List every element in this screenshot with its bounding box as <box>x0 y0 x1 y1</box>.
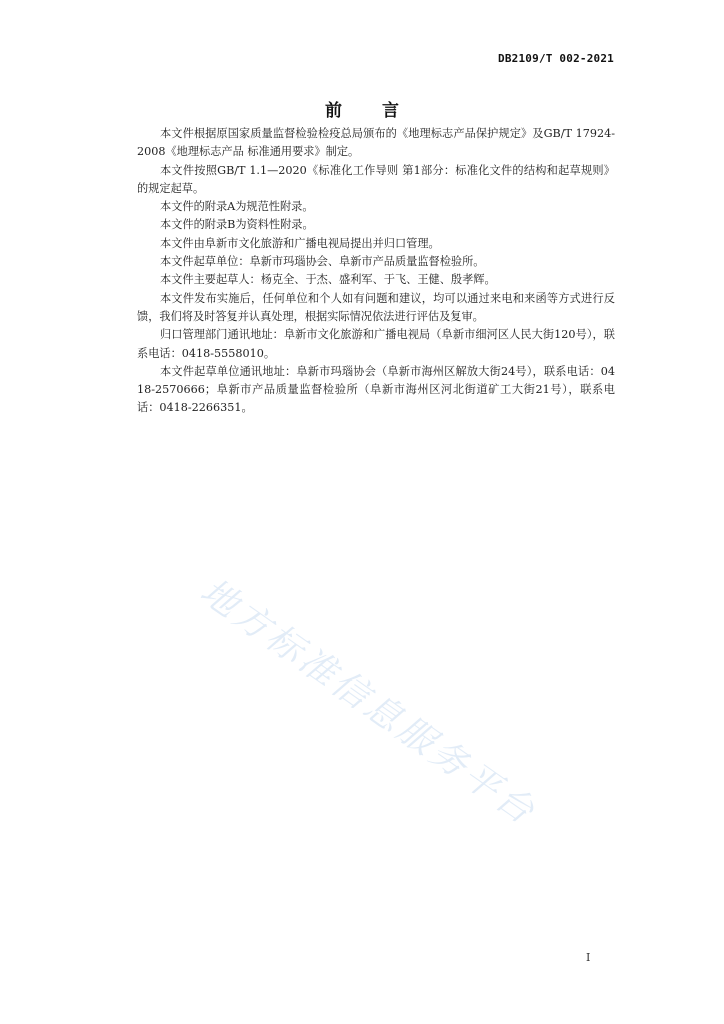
paragraph: 本文件按照GB/T 1.1—2020《标准化工作导则 第1部分：标准化文件的结构和起草规则》的规定起草。 <box>137 163 615 195</box>
paragraph: 本文件的附录B为资料性附录。 <box>160 218 314 232</box>
title-char-1: 前 <box>325 101 342 121</box>
paragraph: 归口管理部门通讯地址：阜新市文化旅游和广播电视局（阜新市细河区人民大街120号），联系电话：0418-5558010。 <box>137 328 615 360</box>
paragraph: 本文件的附录A为规范性附录。 <box>160 200 314 214</box>
watermark: 地方标准信息服务平台 <box>192 570 544 834</box>
paragraph: 本文件起草单位：阜新市玛瑙协会、阜新市产品质量监督检验所。 <box>160 255 485 269</box>
page-title <box>0 96 724 121</box>
paragraph: 本文件发布实施后，任何单位和个人如有问题和建议，均可以通过来电和来函等方式进行反馈，我们将及时答复并认真处理，根据实际情况依法进行评估及复审。 <box>137 291 615 323</box>
paragraph: 本文件起草单位通讯地址：阜新市玛瑙协会（阜新市海州区解放大街24号），联系电话：0418-2570666；阜新市产品质量监督检验所（阜新市海州区河北街道矿工大街21号），联系电话：0418-2266351。 <box>137 364 615 415</box>
foreword-body <box>137 125 615 418</box>
paragraph: 本文件由阜新市文化旅游和广播电视局提出并归口管理。 <box>160 236 440 250</box>
title-char-2: 言 <box>382 101 399 121</box>
paragraph: 本文件主要起草人：杨克全、于杰、盛利军、于飞、王健、殷孝辉。 <box>160 273 496 287</box>
page-number: I <box>586 951 591 964</box>
paragraph: 本文件根据原国家质量监督检验检疫总局颁布的《地理标志产品保护规定》及GB/T 17924-2008《地理标志产品 标准通用要求》制定。 <box>137 127 615 159</box>
document-code: DB2109/T 002-2021 <box>498 52 614 65</box>
